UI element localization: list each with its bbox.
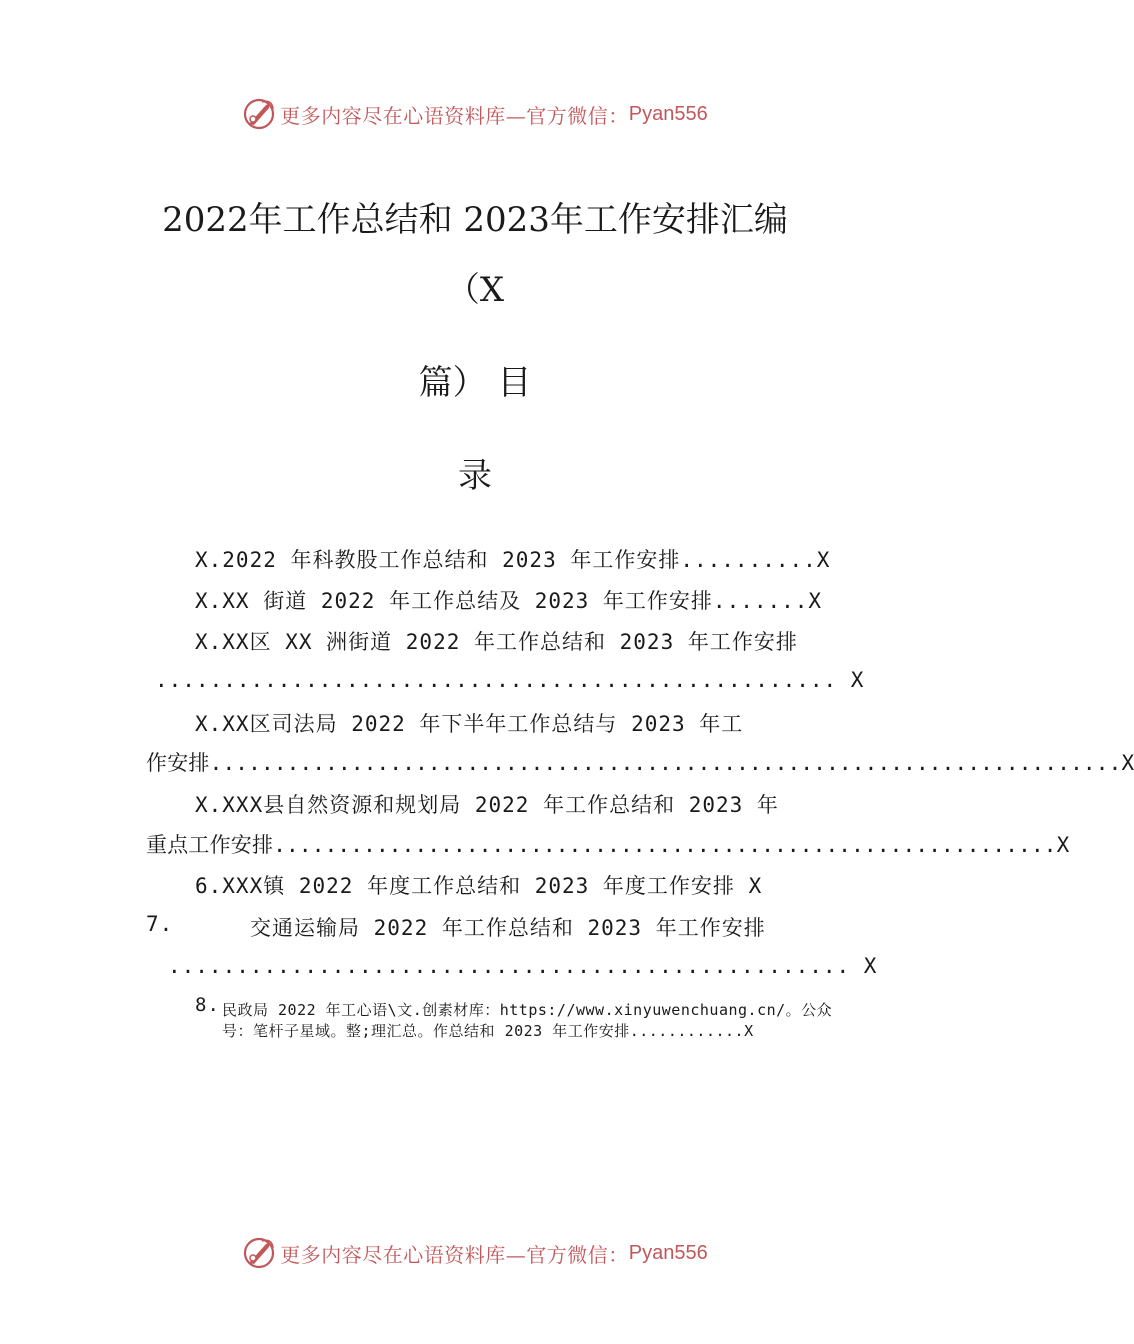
toc-item-5-line-2: 重点工作安排.............................................................X [146, 833, 1070, 857]
footer-watermark-banner [0, 1233, 950, 1273]
toc-item-4-line-1: X.XX区司法局 2022 年下半年工作总结与 2023 年工 [195, 712, 744, 736]
document-title-line-3: 篇） 目 [418, 363, 532, 403]
toc-item-8-line-2: 号：笔杆子星域。整;理汇总。作总结和 2023 年工作安排............X [222, 1022, 754, 1040]
toc-item-6: 6.XXX镇 2022 年度工作总结和 2023 年度工作安排 X [195, 874, 763, 898]
banner-text: 更多内容尽在心语资料库—官方微信： [280, 103, 629, 128]
toc-item-3-line-1: X.XX区 XX 洲街道 2022 年工作总结和 2023 年工作安排 [195, 630, 798, 654]
quill-logo-icon [242, 97, 276, 131]
toc-item-7-number: 7. [146, 912, 174, 936]
banner-text: 更多内容尽在心语资料库—官方微信： [280, 1242, 629, 1267]
toc-item-5-line-1: X.XXX县自然资源和规划局 2022 年工作总结和 2023 年 [195, 793, 779, 817]
header-watermark-banner [0, 94, 950, 134]
document-title-line-4: 录 [458, 456, 492, 496]
banner-wechat-id: Pyan556 [628, 102, 708, 125]
toc-item-1: X.2022 年科教股工作总结和 2023 年工作安排..........X [195, 548, 831, 572]
document-title-line-2: （X [445, 270, 505, 310]
toc-item-2: X.XX 街道 2022 年工作总结及 2023 年工作安排.......X [195, 589, 823, 613]
document-title-line-1: 2022年工作总结和 2023年工作安排汇编 [162, 200, 788, 240]
banner-wechat-id: Pyan556 [628, 1241, 708, 1264]
toc-item-8-number: 8. [195, 994, 220, 1016]
toc-item-7-line-1: 交通运输局 2022 年工作总结和 2023 年工作安排 [250, 916, 766, 940]
toc-item-7-line-2: .................................................. X [168, 954, 878, 978]
toc-item-4-line-2: 作安排.......................................................................X [146, 751, 1134, 775]
quill-logo-icon [242, 1236, 276, 1270]
toc-item-3-line-2: .................................................. X [155, 668, 865, 692]
toc-item-8-line-1: 民政局 2022 年工心语\文.创素材库：https://www.xinyuwenchuang.cn/。公众 [222, 1001, 833, 1019]
